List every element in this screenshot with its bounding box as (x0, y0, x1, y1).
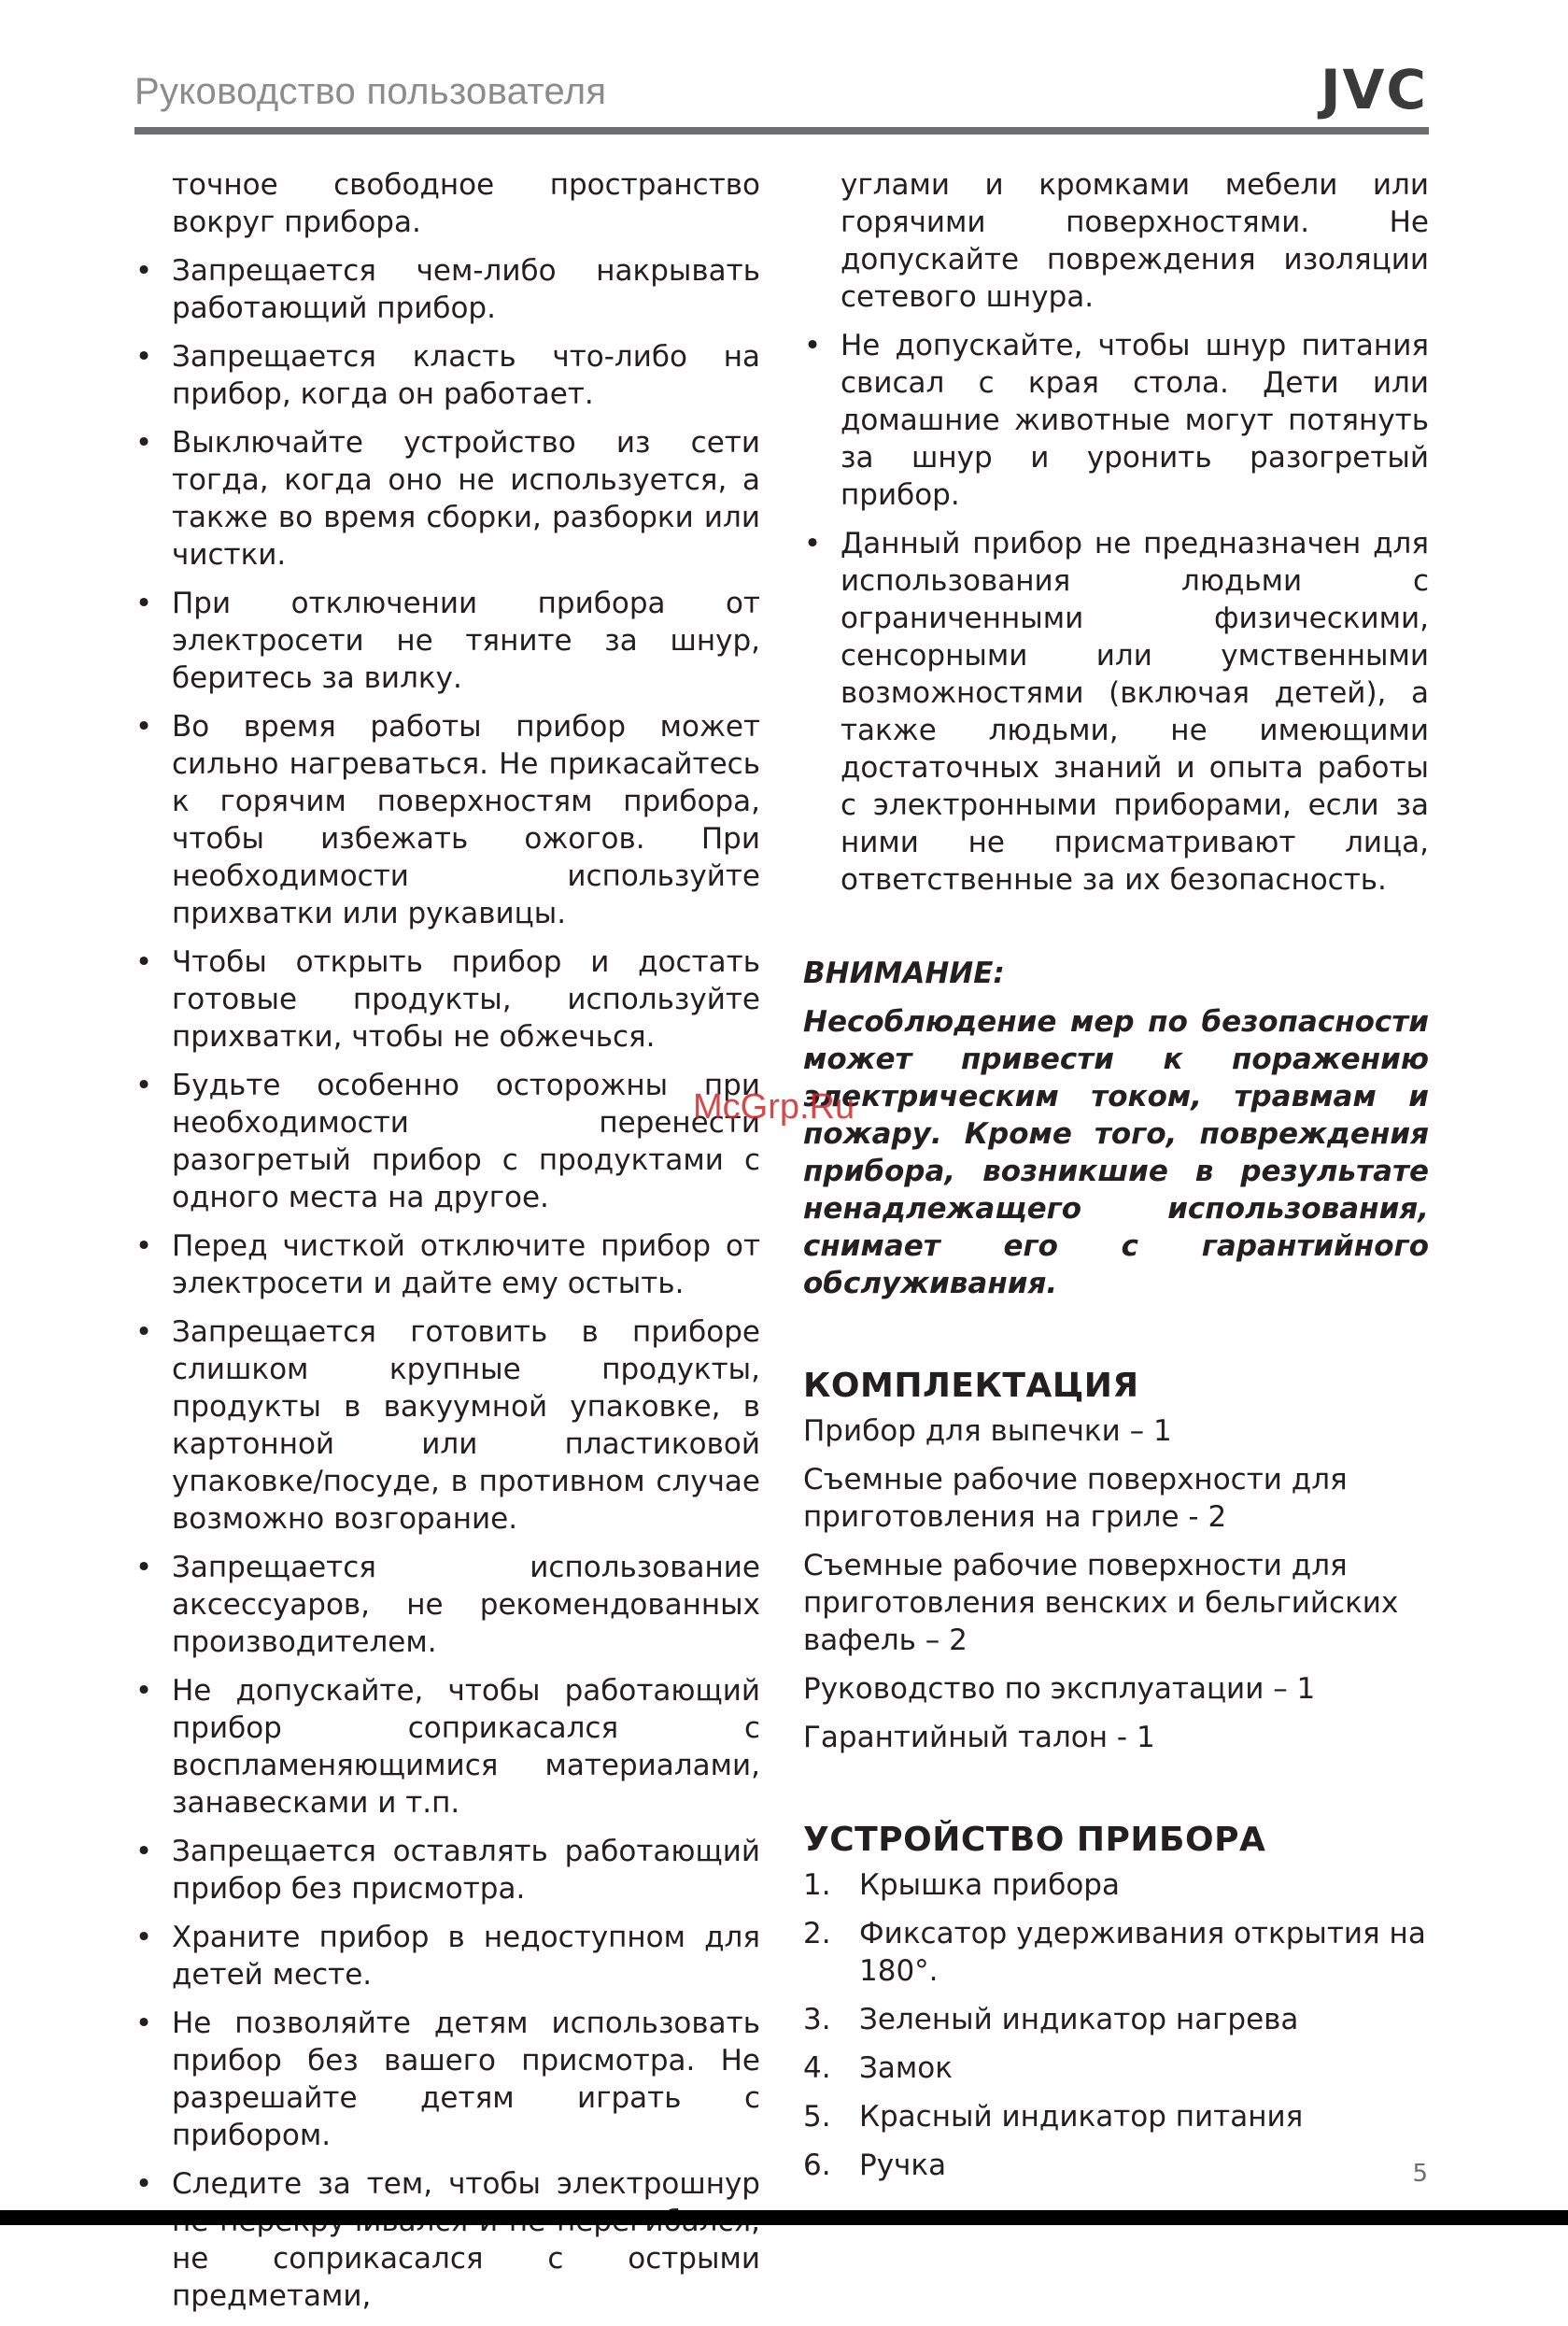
list-item-text: Крышка прибора (859, 1868, 1120, 1902)
bullet-icon: • (803, 329, 822, 362)
right-bullet-list (803, 327, 1429, 899)
left-column (134, 166, 760, 2326)
list-item-text: При отключении прибора от электросети не тяните за шнур, беритесь за вилку. (172, 587, 760, 695)
list-item-text: Ручка (859, 2149, 947, 2182)
list-item (134, 1919, 760, 1993)
list-item-text: Перед чисткой отключите прибор от электросети и дайте ему остыть. (172, 1229, 760, 1300)
warning-title: ВНИМАНИЕ: (803, 957, 1005, 990)
list-item-text: Данный прибор не предназначен для использования людьми с ограниченными физическими, сенсорными или умственными возможностями (включая детей), а также людьми, не имеющими достаточных знаний и опыта работы с электронными приборами, если за ними не присматривают лица, ответственные за их безопасность. (841, 527, 1429, 897)
bullet-icon: • (134, 1551, 153, 1584)
list-item (134, 1549, 760, 1661)
warning-text: Несоблюдение мер по безопасности может привести к поражению электрическим током, травмам и пожару. Кроме того, повреждения прибора, возникшие в результате ненадлежащего использования, снимает его с гарантийного обслуживания. (803, 1005, 1429, 1300)
list-item (134, 585, 760, 697)
page-number: 5 (1412, 2160, 1428, 2188)
device-parts-list (803, 1866, 1429, 2184)
bullet-icon: • (134, 945, 153, 979)
bullet-icon: • (134, 1921, 153, 1954)
list-item (803, 2098, 1429, 2135)
kit-list (803, 1412, 1429, 1756)
list-item: Съемные рабочие поверхности для приготовления на гриле - 2 (803, 1463, 1348, 1534)
list-item-text: Запрещается чем-либо накрывать работающий прибор. (172, 254, 760, 325)
bullet-icon: • (134, 710, 153, 744)
list-item (134, 424, 760, 574)
list-item (803, 2049, 1429, 2087)
bottom-border (0, 2210, 1568, 2225)
item-number: 4. (803, 2051, 831, 2085)
list-item (134, 708, 760, 932)
bullet-icon: • (134, 426, 153, 460)
device-heading: УСТРОЙСТВО ПРИБОРА (803, 1821, 1266, 1859)
list-item-text: Замок (859, 2051, 953, 2085)
list-item (134, 1227, 760, 1302)
bullet-icon: • (803, 527, 822, 560)
item-number: 2. (803, 1917, 831, 1950)
item-number: 6. (803, 2149, 831, 2182)
list-item-text: Не допускайте, чтобы работающий прибор соприкасался с воспламеняющимися материалами, занавесками и т.п. (172, 1674, 760, 1820)
watermark: McGrp.Ru (693, 1087, 855, 1127)
list-item-text: Зеленый индикатор нагрева (859, 2003, 1299, 2036)
list-item (803, 327, 1429, 514)
list-item-text: Запрещается готовить в приборе слишком крупные продукты, продукты в вакуумной упаковке, в картонной или пластиковой упаковке/посуде, в противном случае возможно возгорание. (172, 1315, 760, 1536)
list-item-text: Будьте особенно осторожны при необходимости перенести разогретый прибор с продуктами с одного места на другое. (172, 1069, 760, 1214)
bullet-icon: • (134, 1674, 153, 1708)
list-item: Прибор для выпечки – 1 (803, 1414, 1172, 1448)
list-item (803, 1915, 1429, 1990)
warning-block (803, 955, 1429, 1302)
list-item (134, 1672, 760, 1822)
bullet-icon: • (134, 340, 153, 374)
right-column (803, 166, 1429, 2195)
list-item-text: Следите за тем, чтобы электрошнур не соприкасался с острыми предметами, (172, 2167, 760, 2313)
bullet-icon: • (134, 2007, 153, 2040)
list-item (803, 525, 1429, 899)
kit-heading: КОМПЛЕКТАЦИЯ (803, 1367, 1139, 1405)
header-divider (134, 127, 1429, 135)
right-continuation-text: углами и кромками мебели или горячими поверхностями. Не допускайте повреждения изоляции сетевого шнура. (841, 168, 1429, 314)
bullet-icon: • (134, 254, 153, 288)
list-item: Руководство по эксплуатации – 1 (803, 1672, 1316, 1706)
list-item: Гарантийный талон - 1 (803, 1721, 1155, 1754)
list-item-text: Запрещается оставлять работающий прибор без присмотра. (172, 1835, 760, 1906)
list-item-text: Храните прибор в недоступном для детей месте. (172, 1921, 760, 1992)
list-item (803, 2147, 1429, 2184)
left-bullet-list (134, 252, 760, 2315)
list-item (134, 1833, 760, 1908)
list-item: Съемные рабочие поверхности для приготовления венских и бельгийских вафель – 2 (803, 1549, 1399, 1657)
list-item (134, 252, 760, 327)
list-item-text: Красный индикатор питания (859, 2100, 1304, 2134)
bullet-icon: • (134, 587, 153, 620)
list-item (134, 2165, 760, 2315)
list-item-text: Фиксатор удерживания открытия на 180°. (859, 1917, 1426, 1988)
list-item-text: Запрещается класть что-либо на прибор, когда он работает. (172, 340, 760, 411)
bullet-icon: • (134, 1229, 153, 1263)
page-header-title: Руководство пользователя (134, 71, 607, 112)
list-item (803, 2001, 1429, 2038)
list-item (134, 1313, 760, 1538)
bullet-icon: • (134, 1835, 153, 1868)
list-item (134, 943, 760, 1056)
list-item-text: Не позволяйте детям использовать прибор без вашего присмотра. Не разрешайте детям играть с прибором. (172, 2007, 760, 2152)
left-continuation-text: точное свободное пространство вокруг прибора. (172, 168, 760, 239)
item-number: 5. (803, 2100, 831, 2134)
item-number: 3. (803, 2003, 831, 2036)
jvc-logo: JVC (1320, 58, 1428, 121)
list-item (134, 2005, 760, 2154)
bullet-icon: • (134, 2167, 153, 2201)
bullet-icon: • (134, 1069, 153, 1102)
list-item-text: Запрещается использование аксессуаров, не рекомендованных производителем. (172, 1551, 760, 1659)
bullet-icon: • (134, 1315, 153, 1349)
list-item (803, 1866, 1429, 1904)
list-item (134, 338, 760, 413)
list-item-text: Не допускайте, чтобы шнур питания свисал с края стола. Дети или домашние животные могут потянуть за шнур и уронить разогретый прибор. (841, 329, 1429, 512)
list-item-text: Во время работы прибор может сильно нагреваться. Не прикасайтесь к горячим поверхностям прибора, чтобы избежать ожогов. При необходимости используйте прихватки или рукавицы. (172, 710, 760, 930)
list-item (134, 1067, 760, 1216)
list-item-text: Выключайте устройство из сети тогда, когда оно не используется, а также во время сборки, разборки или чистки. (172, 426, 760, 572)
item-number: 1. (803, 1868, 831, 1902)
list-item-text: Чтобы открыть прибор и достать готовые продукты, используйте прихватки, чтобы не обжечься. (172, 945, 760, 1054)
